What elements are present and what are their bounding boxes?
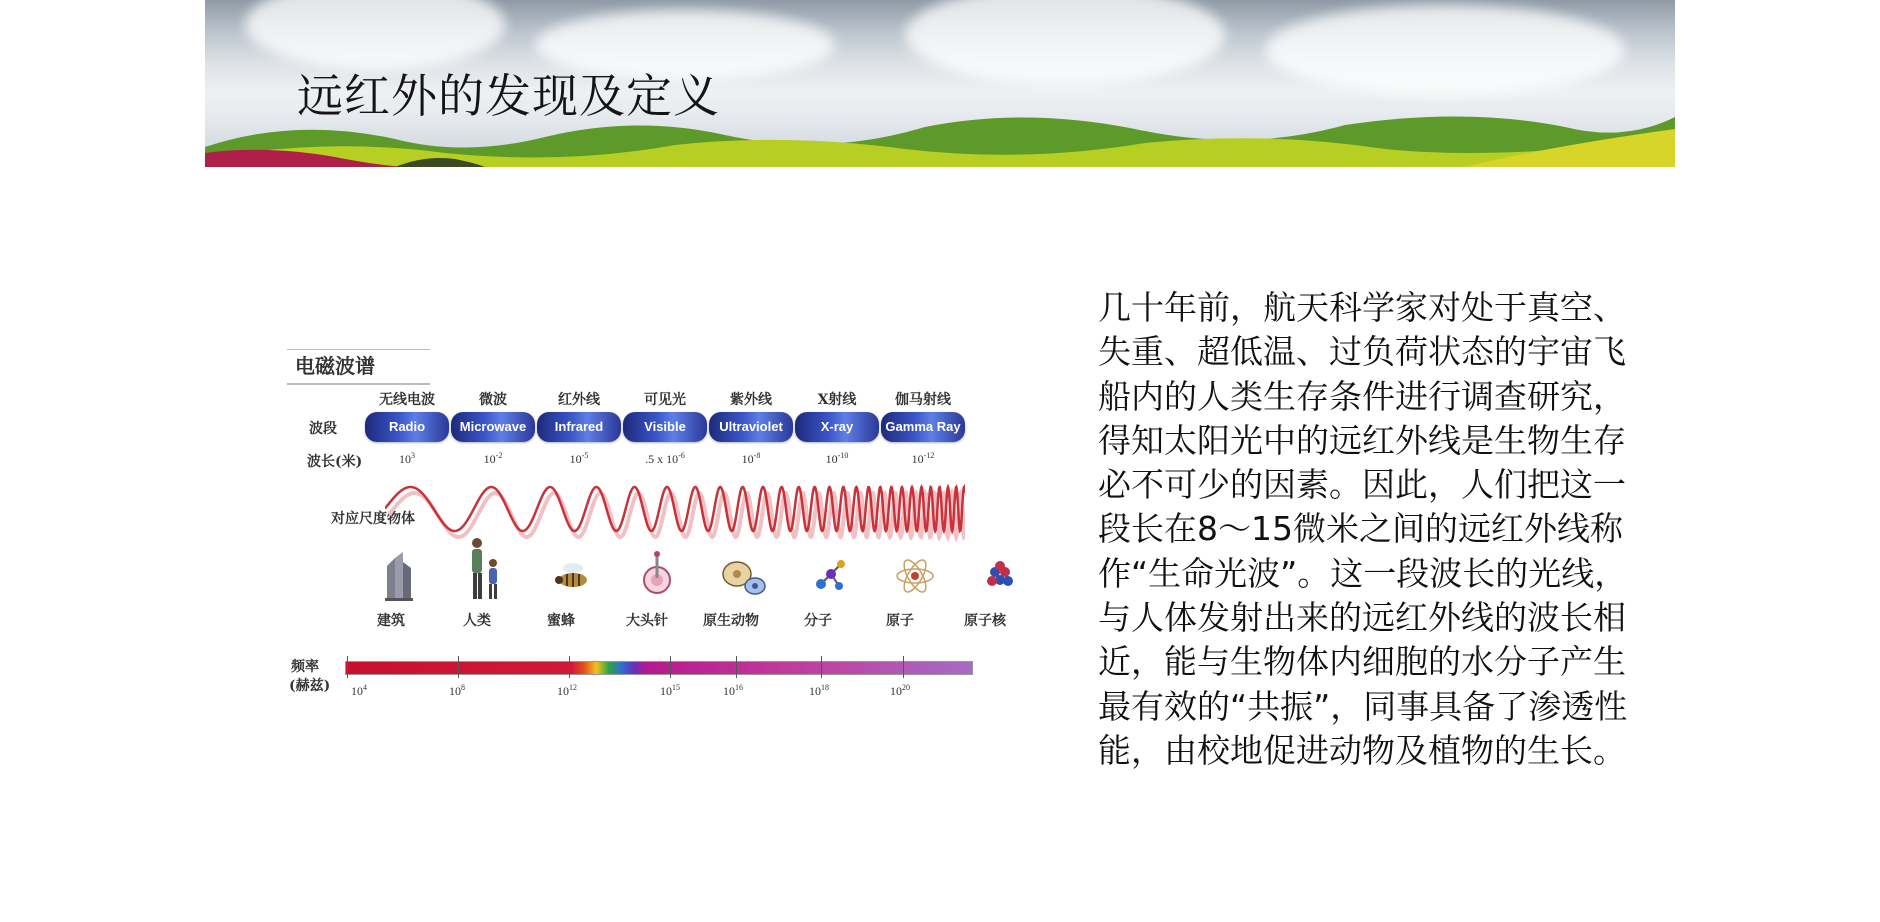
frequency-tick bbox=[903, 656, 904, 678]
spectrum-figure bbox=[285, 345, 1006, 710]
band-cn-label: X射线 bbox=[817, 392, 857, 408]
band-pill-microwave: Microwave bbox=[451, 412, 535, 442]
nucleus-icon bbox=[959, 550, 1043, 602]
frequency-tick bbox=[569, 656, 570, 678]
frequency-value: $10^{18}$ bbox=[809, 683, 829, 698]
frequency-value: $10^{20}$ bbox=[890, 683, 910, 698]
band-pill-gamma-ray: Gamma Ray bbox=[881, 412, 965, 442]
object-label: 建筑 bbox=[377, 613, 405, 629]
header-banner bbox=[205, 0, 1675, 167]
frequency-tick bbox=[821, 656, 822, 678]
frequency-row-label: 频率 bbox=[291, 659, 319, 675]
band-wavelength: $10^{-12}$ bbox=[911, 451, 935, 466]
frequency-color-bar bbox=[345, 661, 973, 675]
object-label: 原子核 bbox=[964, 613, 1006, 629]
protozoa-icon bbox=[701, 550, 785, 602]
object-label: 人类 bbox=[463, 613, 491, 629]
band-cn-label: 伽马射线 bbox=[895, 392, 951, 408]
band-cn-label: 可见光 bbox=[644, 392, 686, 408]
frequency-value: $10^{16}$ bbox=[723, 683, 743, 698]
object-label: 大头针 bbox=[626, 613, 668, 629]
object-label: 原子 bbox=[886, 613, 914, 629]
band-pill-radio: Radio bbox=[365, 412, 449, 442]
band-row-label: 波段 bbox=[309, 421, 337, 437]
frequency-tick bbox=[736, 656, 737, 678]
band-cn-label: 红外线 bbox=[558, 392, 600, 408]
band-wavelength: $10^3$ bbox=[399, 451, 415, 466]
band-wavelength: $10^{-2}$ bbox=[483, 451, 503, 466]
bee-icon bbox=[529, 550, 613, 602]
page-title: 远红外的发现及定义 bbox=[297, 69, 720, 123]
frequency-tick bbox=[458, 656, 459, 678]
band-cn-label: 紫外线 bbox=[730, 392, 772, 408]
object-label: 原生动物 bbox=[703, 613, 759, 629]
object-label: 蜜蜂 bbox=[547, 613, 575, 629]
band-wavelength: $10^{-5}$ bbox=[569, 451, 589, 466]
frequency-tick bbox=[670, 656, 671, 678]
frequency-value: $10^8$ bbox=[449, 683, 465, 698]
band-pill-xray: X-ray bbox=[795, 412, 879, 442]
object-label: 分子 bbox=[804, 613, 832, 629]
band-cn-label: 微波 bbox=[479, 392, 507, 408]
band-wavelength: .5 x $10^{-6}$ bbox=[645, 451, 685, 466]
band-pill-visible: Visible bbox=[623, 412, 707, 442]
building-icon bbox=[357, 550, 441, 602]
frequency-unit-label: (赫兹) bbox=[289, 678, 331, 694]
figure-title-rule bbox=[287, 383, 430, 385]
atom-icon bbox=[873, 550, 957, 602]
people-icon bbox=[443, 535, 527, 603]
band-pill-ultraviolet: Ultraviolet bbox=[709, 412, 793, 442]
pin-icon bbox=[615, 550, 699, 602]
objects-row-label: 对应尺度物体 bbox=[331, 511, 415, 527]
body-paragraph: 几十年前，航天科学家对处于真空、失重、超低温、过负荷状态的宇宙飞船内的人类生存条件进行调查研究，得知太阳光中的远红外线是生物生存必不可少的因素。因此，人们把这一段长在8～15微米之间的远红外线称作“生命光波”。这一段波长的光线，与人体发射出来的远红外线的波长相近，能与生物体内细胞的水分子产生最有效的“共振”，同事具备了渗透性能，由校地促进动物及植物的生长。 bbox=[1098, 288, 1628, 770]
frequency-value: $10^4$ bbox=[351, 683, 367, 698]
figure-title: 电磁波谱 bbox=[295, 354, 375, 378]
frequency-value: $10^{12}$ bbox=[557, 683, 577, 698]
wavelength-row-label: 波长(米) bbox=[307, 454, 363, 470]
molecule-icon bbox=[787, 550, 871, 602]
band-pill-infrared: Infrared bbox=[537, 412, 621, 442]
band-cn-label: 无线电波 bbox=[379, 392, 435, 408]
frequency-tick bbox=[347, 656, 348, 678]
band-wavelength: $10^{-10}$ bbox=[825, 451, 849, 466]
frequency-value: $10^{15}$ bbox=[660, 683, 680, 698]
band-wavelength: $10^{-8}$ bbox=[741, 451, 761, 466]
